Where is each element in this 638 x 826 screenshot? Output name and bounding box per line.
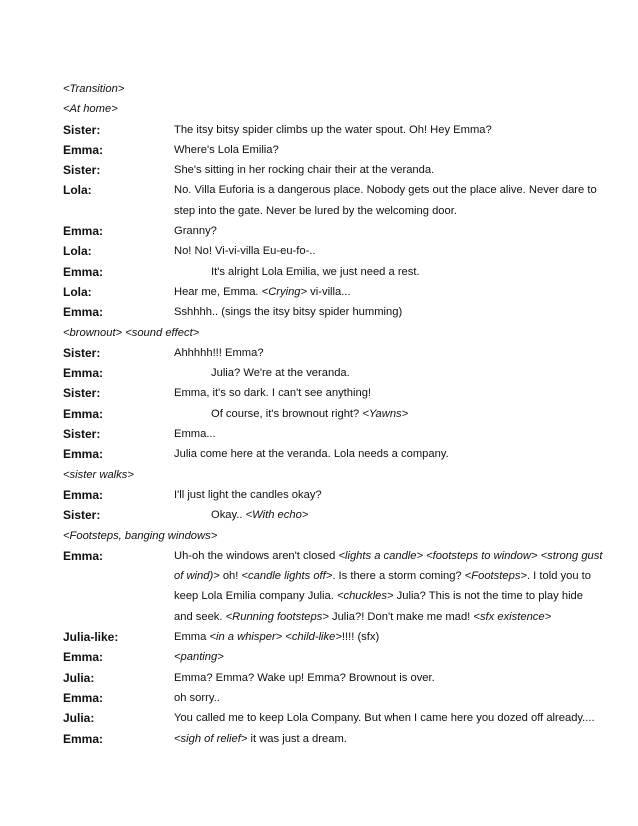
dialogue-line <box>63 140 603 160</box>
dialogue-text <box>174 140 603 160</box>
dialogue-line <box>63 444 603 464</box>
dialogue-segment: She's sitting in her rocking chair their at the veranda. <box>174 164 435 177</box>
dialogue-text <box>174 363 603 383</box>
dialogue-segment: Ahhhhh!!! Emma? <box>174 346 264 359</box>
dialogue-text <box>174 180 603 221</box>
dialogue-text <box>174 729 603 749</box>
dialogue-line <box>63 729 603 749</box>
dialogue-segment: Where's Lola Emilia? <box>174 143 279 156</box>
speaker-name: Sister: <box>63 427 101 442</box>
inline-direction: <Footsteps> <box>464 570 527 583</box>
dialogue-segment: It's alright Lola Emilia, we just need a rest. <box>211 265 420 278</box>
inline-direction: <Crying> <box>261 285 308 298</box>
dialogue-text <box>174 546 603 627</box>
dialogue-segment: Okay.. <box>211 509 246 522</box>
dialogue-segment: Julia? This is not the time to play hide and seek. <box>174 590 583 623</box>
script-body <box>63 79 603 749</box>
dialogue-segment: Julia come here at the veranda. Lola needs a company. <box>174 448 449 461</box>
dialogue-text <box>174 485 603 505</box>
inline-direction: <Yawns> <box>362 407 409 420</box>
stage-direction: <Transition> <box>63 83 125 95</box>
dialogue-line <box>63 241 603 261</box>
dialogue-segment: oh sorry.. <box>174 691 220 704</box>
dialogue-segment: You called me to keep Lola Company. But when I came here you dozed off already.... <box>174 712 595 725</box>
dialogue-segment: Sshhhh.. (sings the itsy bitsy spider humming) <box>174 306 403 319</box>
dialogue-segment: Of course, it's brownout right? <box>211 407 363 420</box>
dialogue-line <box>63 221 603 241</box>
speaker-name: Lola: <box>63 183 92 198</box>
speaker-name: Sister: <box>63 386 101 401</box>
dialogue-line <box>63 546 603 627</box>
inline-direction: <sigh of relief> <box>174 732 248 745</box>
dialogue-segment: Julia?! Don't make me mad! <box>328 610 474 623</box>
dialogue-line <box>63 647 603 667</box>
inline-direction: <sfx existence> <box>473 610 552 623</box>
dialogue-segment: oh! <box>219 570 242 583</box>
inline-direction: <With echo> <box>245 509 309 522</box>
speaker-name: Julia: <box>63 670 95 685</box>
dialogue-segment: vi-villa... <box>307 285 351 298</box>
dialogue-text <box>174 404 603 424</box>
speaker-name: Emma: <box>63 447 104 462</box>
speaker-name: Emma: <box>63 650 104 665</box>
speaker-name: Sister: <box>63 508 101 523</box>
speaker-name: Emma: <box>63 548 104 563</box>
dialogue-text <box>174 444 603 464</box>
dialogue-text <box>174 241 603 261</box>
dialogue-text <box>174 302 603 322</box>
dialogue-line <box>63 343 603 363</box>
dialogue-segment: Emma <box>174 631 210 644</box>
dialogue-line <box>63 160 603 180</box>
speaker-name: Emma: <box>63 731 104 746</box>
dialogue-line <box>63 363 603 383</box>
inline-direction: <chuckles> <box>336 590 394 603</box>
dialogue-line <box>63 485 603 505</box>
dialogue-text <box>174 343 603 363</box>
stage-direction: <brownout> <sound effect> <box>63 326 200 339</box>
speaker-name: Emma: <box>63 264 104 279</box>
inline-direction: <panting> <box>174 651 224 664</box>
dialogue-segment: Julia? We're at the veranda. <box>211 367 350 380</box>
speaker-name: Sister: <box>63 122 101 137</box>
dialogue-line <box>63 505 603 525</box>
speaker-name: Julia: <box>63 711 95 726</box>
dialogue-segment: No. Villa Euforia is a dangerous place. Nobody gets out the place alive. Never dare to step into the gate. Never be lured by the welcoming door. <box>174 184 597 217</box>
stage-direction: <Footsteps, banging windows> <box>63 529 218 542</box>
dialogue-segment: I'll just light the candles okay? <box>174 488 322 501</box>
dialogue-segment: The itsy bitsy spider climbs up the water spout. Oh! Hey Emma? <box>174 123 492 136</box>
dialogue-segment: Emma, it's so dark. I can't see anything! <box>174 387 372 400</box>
inline-direction: <in a whisper> <child-like> <box>209 631 342 644</box>
dialogue-text <box>174 262 603 282</box>
dialogue-text <box>174 383 603 403</box>
dialogue-segment: !!!! (sfx) <box>341 631 380 644</box>
speaker-name: Emma: <box>63 305 104 320</box>
dialogue-segment: Emma? Emma? Wake up! Emma? Brownout is over. <box>174 671 435 684</box>
inline-direction: <candle lights off> <box>241 570 333 583</box>
dialogue-segment: Hear me, Emma. <box>174 285 262 298</box>
dialogue-text <box>174 160 603 180</box>
dialogue-line <box>63 120 603 140</box>
speaker-name: Emma: <box>63 366 104 381</box>
dialogue-text <box>174 647 603 667</box>
dialogue-line <box>63 668 603 688</box>
dialogue-line <box>63 627 603 647</box>
dialogue-text <box>174 505 603 525</box>
dialogue-line <box>63 262 603 282</box>
dialogue-text <box>174 282 603 302</box>
stage-direction: <sister walks> <box>63 468 134 481</box>
dialogue-line <box>63 302 603 322</box>
stage-direction: <At home> <box>63 103 118 116</box>
inline-direction: <Running footsteps> <box>225 610 329 623</box>
speaker-name: Sister: <box>63 163 101 178</box>
dialogue-line <box>63 688 603 708</box>
speaker-name: Julia-like: <box>63 630 119 645</box>
dialogue-line <box>63 708 603 728</box>
dialogue-segment: . Is there a storm coming? <box>332 570 465 583</box>
speaker-name: Sister: <box>63 345 101 360</box>
dialogue-segment: No! No! Vi-vi-villa Eu-eu-fo-.. <box>174 245 316 258</box>
speaker-name: Emma: <box>63 224 104 239</box>
dialogue-text <box>174 708 603 728</box>
speaker-name: Emma: <box>63 406 104 421</box>
dialogue-text <box>174 424 603 444</box>
dialogue-line <box>63 383 603 403</box>
dialogue-segment: it was just a dream. <box>247 732 347 745</box>
dialogue-line <box>63 180 603 221</box>
dialogue-text <box>174 688 603 708</box>
dialogue-text <box>174 668 603 688</box>
dialogue-line <box>63 282 603 302</box>
speaker-name: Lola: <box>63 284 92 299</box>
speaker-name: Emma: <box>63 142 104 157</box>
speaker-name: Lola: <box>63 244 92 259</box>
dialogue-text <box>174 627 603 647</box>
dialogue-line <box>63 404 603 424</box>
dialogue-line <box>63 424 603 444</box>
dialogue-segment: Granny? <box>174 225 217 238</box>
dialogue-segment: Uh-oh the windows aren't closed <box>174 549 339 562</box>
speaker-name: Emma: <box>63 690 104 705</box>
inline-direction: <lights a candle> <footsteps to window> <strong gust of wind)> <box>174 549 603 583</box>
dialogue-text <box>174 120 603 140</box>
dialogue-segment: Emma... <box>174 428 216 441</box>
dialogue-segment: . I told you to keep Lola Emilia company Julia. <box>174 570 592 603</box>
speaker-name: Emma: <box>63 487 104 502</box>
dialogue-text <box>174 221 603 241</box>
